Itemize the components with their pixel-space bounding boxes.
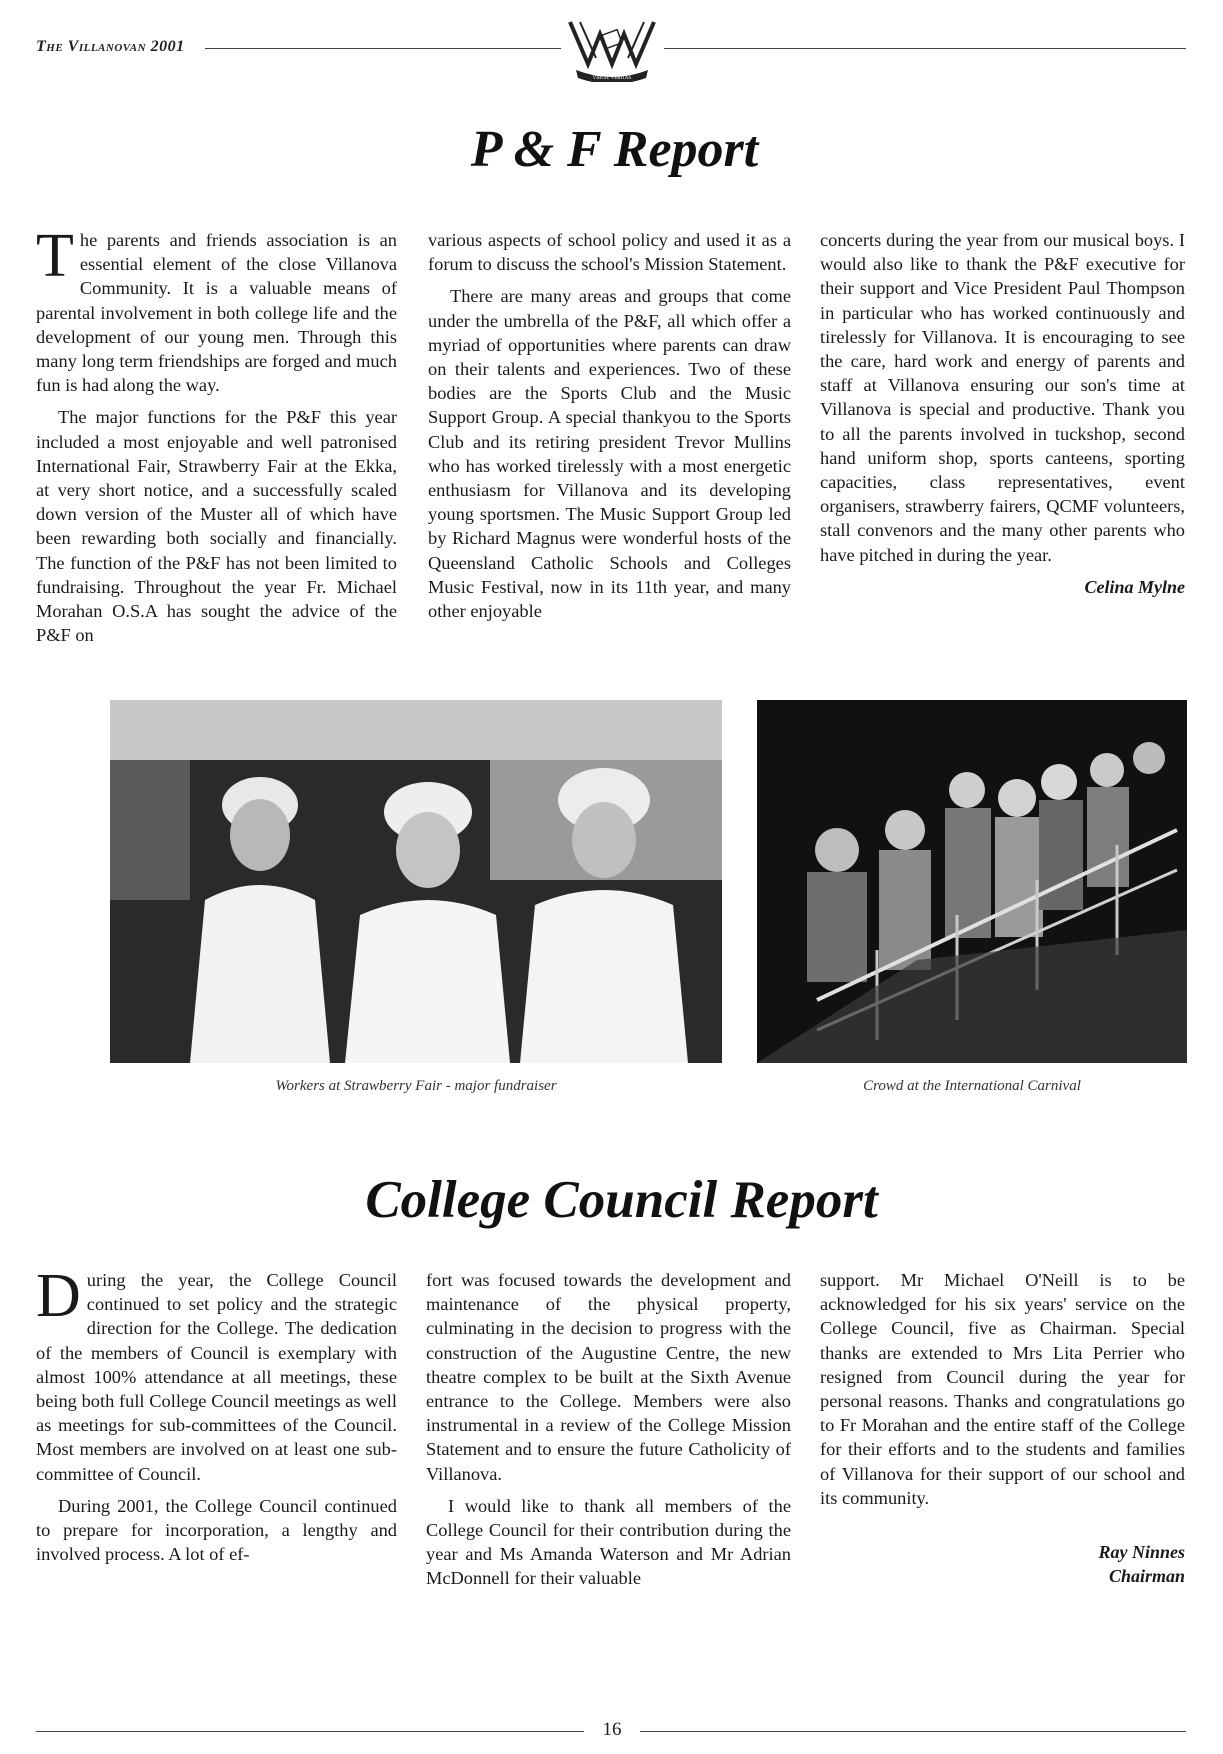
pf-paragraph-text: he parents and friends association is an essential element of the close Villanova Community. It is a valuable means of parental involvement in both college life and the development of our young men. Through this many long term friendships are forged and much fun is had along the way. <box>36 230 397 396</box>
footer-rule-left <box>36 1731 584 1732</box>
pf-paragraph: various aspects of school policy and used it as a forum to discuss the school's Mission Statement. <box>428 230 791 275</box>
pf-paragraph: The major functions for the P&F this year included a most enjoyable and well patronised International Fair, Strawberry Fair at the Ekka, at very short notice, and a successfully scaled down version of the Muster all of which have been rewarding both socially and financially. The function of the P&F has not been limited to fundraising. Throughout the year Fr. Michael Morahan O.S.A has sought the advice of the P&F on <box>36 407 397 646</box>
running-head-text: The Villanovan 2001 <box>36 38 185 55</box>
pf-dropcap: T <box>36 222 74 290</box>
header-rule-left <box>205 48 561 49</box>
council-column-3 <box>820 1268 1185 1588</box>
pf-signature: Celina Mylne <box>1084 576 1185 597</box>
footer-rule-right <box>640 1731 1186 1732</box>
pf-column-3 <box>820 228 1185 599</box>
pf-report-title: P & F Report <box>470 121 759 178</box>
pf-column-2 <box>428 228 791 631</box>
council-paragraph: I would like to thank all members of the College Council for their contribution during the year and Ms Amanda Waterson and Mr Adrian McDonnell for their valuable <box>426 1495 791 1589</box>
caption-left: Workers at Strawberry Fair - major fundraiser <box>275 1078 557 1094</box>
council-column-2 <box>426 1268 791 1599</box>
crest-motto: VIRGIL VERITAS <box>592 76 632 81</box>
caption-right: Crowd at the International Carnival <box>863 1078 1081 1094</box>
council-report-title: College Council Report <box>365 1171 878 1229</box>
photo-international-carnival <box>757 700 1187 1063</box>
council-paragraph: During 2001, the College Council continued to prepare for incorporation, a lengthy and involved process. A lot of ef- <box>36 1495 397 1565</box>
council-signature-name: Ray Ninnes <box>1098 1542 1185 1563</box>
pf-paragraph <box>36 222 397 397</box>
page-number: 16 <box>602 1719 622 1740</box>
council-paragraph: support. Mr Michael O'Neill is to be acknowledged for his six years' service on the College Council, five as Chairman. Special thanks are extended to Mrs Lita Perrier who resigned from Council during the year for personal reasons. Thanks and congratulations go to Fr Morahan and the entire staff of the College for their efforts and to the students and families of Villanova for their support of our school and its community. <box>820 1270 1185 1508</box>
running-head <box>36 38 185 56</box>
council-signature-title: Chairman <box>1108 1566 1185 1587</box>
council-paragraph <box>36 1262 397 1486</box>
photo-strawberry-fair-workers <box>110 700 722 1063</box>
photo-carnival-image <box>757 700 1187 1063</box>
council-paragraph: fort was focused towards the development and maintenance of the physical property, culminating in the decision to progress with the construction of the Augustine Centre, the new theatre complex to be built at the Sixth Avenue entrance to the College. Members were also instrumental in a review of the College Mission Statement and to ensure the future Catholicity of Villanova. <box>426 1270 791 1484</box>
crest-icon <box>566 18 658 82</box>
photo-strawberry-fair-image <box>110 700 722 1063</box>
crest-logo <box>566 18 658 82</box>
pf-column-1 <box>36 222 397 655</box>
header-rule-right <box>664 48 1186 49</box>
council-dropcap: D <box>36 1262 81 1330</box>
council-paragraph-text: uring the year, the College Council continued to set policy and the strategic direction for the College. The dedication of the members of Council is exemplary with almost 100% attendance at all meetings, these being both full College Council meetings as well as meetings for sub-committees of the Council. Most members are involved on at least one sub-committee of Council. <box>36 1270 397 1484</box>
pf-paragraph: concerts during the year from our musical boys. I would also like to thank the P&F executive for their support and Vice President Paul Thompson in particular who has worked continuously and tirelessly for Villanova. It is encouraging to see the care, hard work and energy of parents and staff at Villanova ensuring our son's time at Villanova is special and productive. Thank you to all the parents involved in tuckshop, second hand uniform shop, sports canteens, sporting capacities, class representatives, event organisers, strawberry fairers, QCMF volunteers, stall convenors and the many other parents who have pitched in during the year. <box>820 230 1185 565</box>
council-column-1 <box>36 1262 397 1574</box>
pf-paragraph: There are many areas and groups that come under the umbrella of the P&F, all which offer a myriad of opportunities where parents can draw on their talents and experiences. Two of these bodies are the Sports Club and the Music Support Group. A special thankyou to the Sports Club and its retiring president Trevor Mullins who has worked tirelessly with a most energetic enthusiasm for Villanova and its developing young sportsmen. The Music Support Group led by Richard Magnus were wonderful hosts of the Queensland Catholic Schools and Colleges Music Festival, now in its 11th year, and many other enjoyable <box>428 286 791 622</box>
